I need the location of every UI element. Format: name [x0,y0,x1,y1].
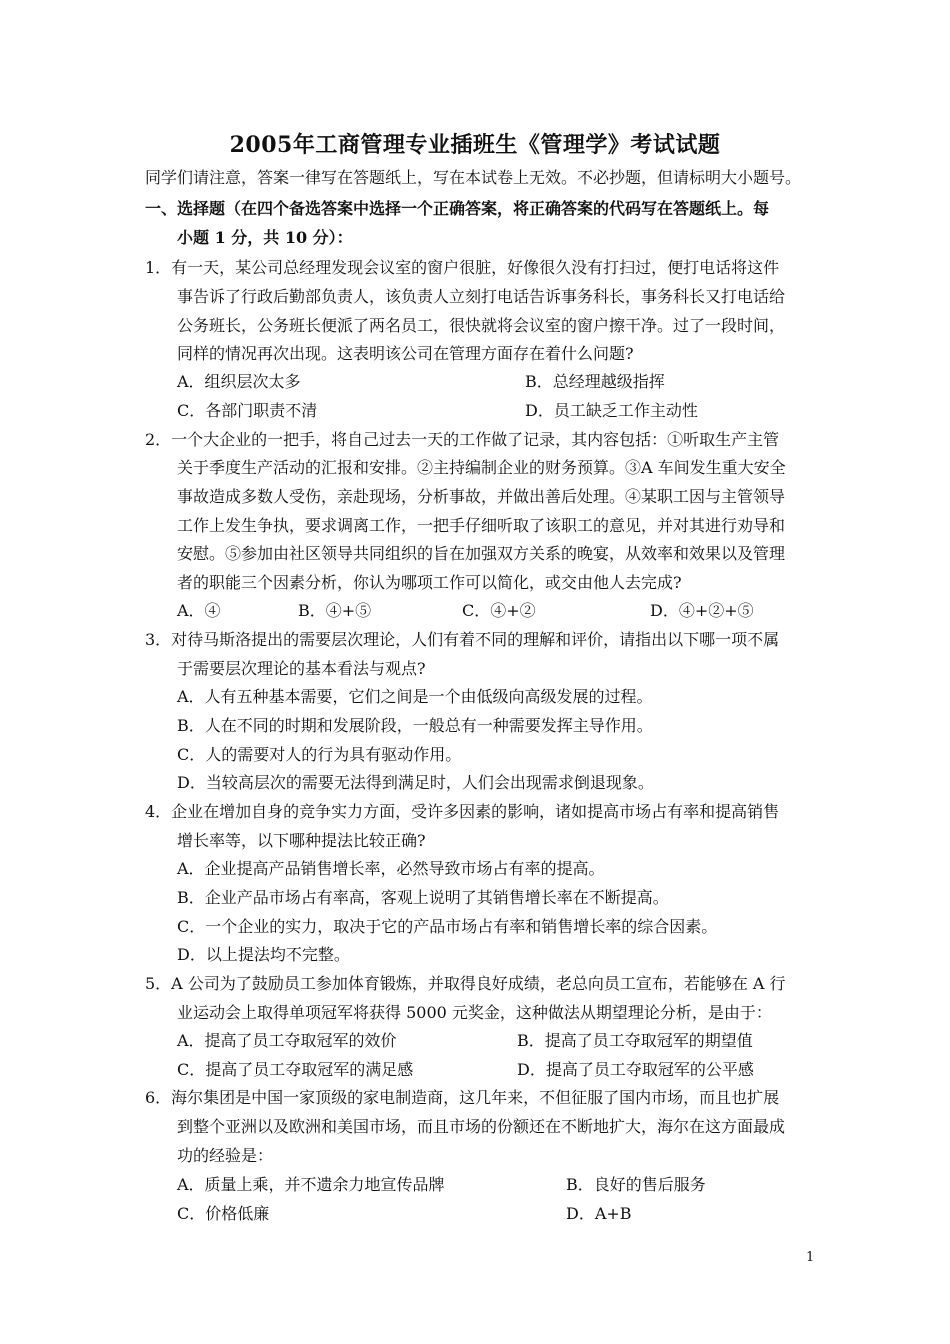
question-1-option-b: B．总经理越级指挥 [525,372,665,391]
question-2-option-a: A．④ [177,601,221,620]
question-1-line: 事告诉了行政后勤部负责人，该负责人立刻打电话告诉事务科长，事务科长又打电话给 [177,287,786,306]
question-1-line: 1．有一天，某公司总经理发现会议室的窗户很脏，好像很久没有打扫过，便打电话将这件 [145,258,780,277]
question-1-line: 公务班长，公务班长便派了两名员工，很快就将会议室的窗户擦干净。过了一段时间， [177,316,786,335]
question-6-line: 功的经验是： [177,1146,274,1165]
question-5-option-d: D．提高了员工夺取冠军的公平感 [517,1060,754,1079]
question-6-option-d: D．A+B [566,1204,632,1223]
question-2-line: 2．一个大企业的一把手，将自己过去一天的工作做了记录，其内容包括：①听取生产主管 [145,430,780,449]
question-5-option-c: C．提高了员工夺取冠军的满足感 [177,1060,414,1079]
question-1-option-a: A．组织层次太多 [177,372,301,391]
question-6-option-a: A．质量上乘，并不遗余力地宣传品牌 [177,1175,445,1194]
question-2-option-c: C．④+② [462,601,536,620]
question-2-line: 安慰。⑤参加由社区领导共同组织的旨在加强双方关系的晚宴，从效率和效果以及管理 [177,544,786,563]
section-heading-cont: 小题 1 分，共 10 分）： [177,228,353,247]
question-6-line: 6．海尔集团是中国一家顶级的家电制造商，这几年来，不但征服了国内市场，而且也扩展 [145,1088,780,1107]
question-2-line: 关于季度生产活动的汇报和安排。②主持编制企业的财务预算。③A 车间发生重大安全 [177,458,786,477]
question-3-option-d: D．当较高层次的需要无法得到满足时，人们会出现需求倒退现象。 [177,773,654,792]
page-number: 1 [806,1250,815,1265]
question-3-option-b: B．人在不同的时期和发展阶段，一般总有一种需要发挥主导作用。 [177,716,653,735]
question-4-option-a: A．企业提高产品销售增长率，必然导致市场占有率的提高。 [177,859,605,878]
question-4-option-d: D．以上提法均不完整。 [177,945,350,964]
question-3-option-c: C．人的需要对人的行为具有驱动作用。 [177,745,462,764]
page-title: 2005年工商管理专业插班生《管理学》考试试题 [229,132,721,158]
question-4-option-c: C．一个企业的实力，取决于它的产品市场占有率和销售增长率的综合因素。 [177,917,718,936]
question-2-line: 者的职能三个因素分析，你认为哪项工作可以简化，或交由他人去完成? [177,573,682,592]
question-5-option-b: B．提高了员工夺取冠军的期望值 [517,1031,753,1050]
question-5-line: 业运动会上取得单项冠军将获得 5000 元奖金，这种做法从期望理论分析，是由于： [177,1003,772,1022]
question-3-option-a: A．人有五种基本需要，它们之间是一个由低级向高级发展的过程。 [177,687,653,706]
notice-text: 同学们请注意，答案一律写在答题纸上，写在本试卷上无效。不必抄题，但请标明大小题号。 [145,168,802,187]
question-4-line: 增长率等，以下哪种提法比较正确? [177,831,426,850]
question-2-option-d: D．④+②+⑤ [650,601,754,620]
question-4-line: 4．企业在增加自身的竞争实力方面，受许多因素的影响，诸如提高市场占有率和提高销售 [145,802,780,821]
question-2-option-b: B．④+⑤ [298,601,372,620]
question-4-option-b: B．企业产品市场占有率高，客观上说明了其销售增长率在不断提高。 [177,888,669,907]
question-6-option-c: C．价格低廉 [177,1204,270,1223]
question-6-line: 到整个亚洲以及欧洲和美国市场，而且市场的份额还在不断地扩大，海尔在这方面最成 [177,1117,786,1136]
question-3-line: 3．对待马斯洛提出的需要层次理论，人们有着不同的理解和评价，请指出以下哪一项不属 [145,630,780,649]
question-5-option-a: A．提高了员工夺取冠军的效价 [177,1031,397,1050]
question-1-line: 同样的情况再次出现。这表明该公司在管理方面存在着什么问题? [177,344,634,363]
question-2-line: 工作上发生争执，要求调离工作，一把手仔细听取了该职工的意见，并对其进行劝导和 [177,516,786,535]
question-6-option-b: B．良好的售后服务 [566,1175,706,1194]
question-5-line: 5．A 公司为了鼓励员工参加体育锻炼，并取得良好成绩，老总向员工宣布，若能够在 A 行 [145,974,786,993]
question-1-option-c: C．各部门职责不清 [177,401,318,420]
question-3-line: 于需要层次理论的基本看法与观点? [177,659,426,678]
section-heading: 一、选择题（在四个备选答案中选择一个正确答案，将正确答案的代码写在答题纸上。每 [145,199,770,218]
question-2-line: 事故造成多数人受伤，亲赴现场，分析事故，并做出善后处理。④某职工因与主管领导 [177,487,786,506]
question-1-option-d: D．员工缺乏工作主动性 [525,401,698,420]
